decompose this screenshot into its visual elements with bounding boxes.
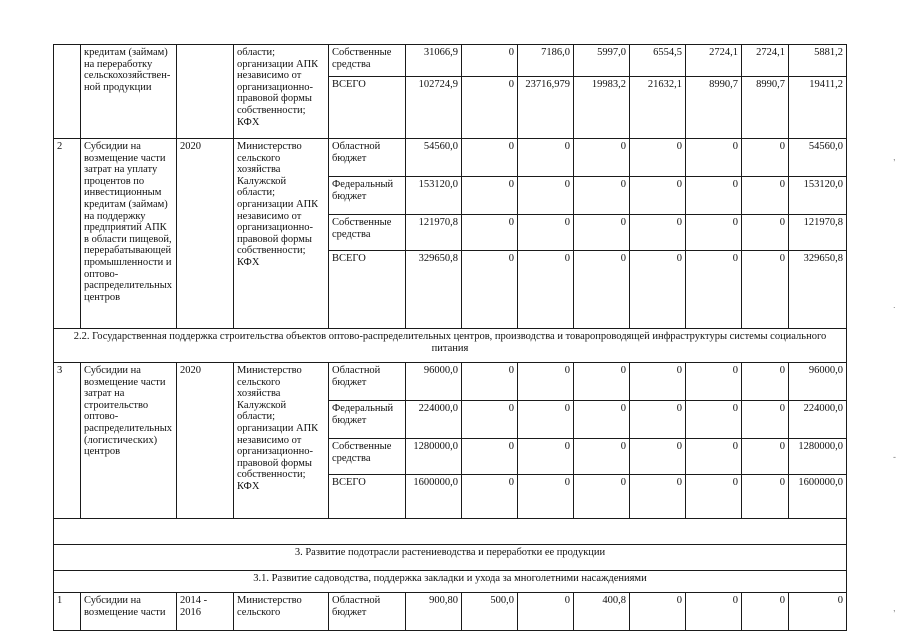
measure-name-cell: Субсидии на возмещение части затрат на строительство оптово-распределительных (логистических) центров	[81, 363, 177, 519]
amount-cell: 102724,9	[406, 77, 462, 139]
amount-cell: 0	[686, 139, 742, 177]
amount-cell: 121970,8	[789, 215, 847, 251]
amount-cell: 0	[462, 475, 518, 519]
row-number-cell: 3	[54, 363, 81, 519]
amount-cell: 0	[686, 363, 742, 401]
amount-cell: 96000,0	[789, 363, 847, 401]
amount-cell: 0	[574, 177, 630, 215]
amount-cell: 0	[462, 215, 518, 251]
amount-cell: 0	[462, 363, 518, 401]
section-heading: 3.1. Развитие садоводства, поддержка закладки и ухода за многолетними насаждениями	[54, 571, 847, 593]
section-heading: 3. Развитие подотрасли растениеводства и переработки ее продукции	[54, 545, 847, 571]
amount-cell: 5997,0	[574, 45, 630, 77]
amount-cell: 0	[518, 177, 574, 215]
amount-cell: 0	[574, 251, 630, 329]
page-edge-mark: .	[893, 300, 896, 310]
amount-cell: 0	[518, 251, 574, 329]
funding-source-cell: ВСЕГО	[329, 475, 406, 519]
amount-cell: 0	[630, 177, 686, 215]
amount-cell: 0	[574, 215, 630, 251]
blank-cell	[54, 519, 847, 545]
table-row	[54, 363, 847, 401]
amount-cell: 329650,8	[406, 251, 462, 329]
amount-cell: 2724,1	[742, 45, 789, 77]
funding-source-cell: Федеральный бюджет	[329, 401, 406, 439]
amount-cell: 2724,1	[686, 45, 742, 77]
amount-cell: 0	[574, 139, 630, 177]
executor-cell: Министерство сельского хозяйства Калужской области; организации АПК независимо от организационно-правовой формы собственности; КФХ	[234, 363, 329, 519]
amount-cell: 0	[742, 177, 789, 215]
amount-cell: 0	[574, 401, 630, 439]
amount-cell: 0	[630, 363, 686, 401]
row-number-cell: 1	[54, 593, 81, 631]
executor-cell: области; организации АПК независимо от организационно-правовой формы собственности; КФХ	[234, 45, 329, 139]
table-body	[54, 45, 847, 631]
amount-cell: 54560,0	[789, 139, 847, 177]
amount-cell: 0	[574, 475, 630, 519]
section-row	[54, 571, 847, 593]
amount-cell: 0	[574, 439, 630, 475]
amount-cell: 6554,5	[630, 45, 686, 77]
amount-cell: 0	[462, 401, 518, 439]
table-row	[54, 139, 847, 177]
measure-name-cell: кредитам (займам) на переработку сельскохозяйствен-ной продукции	[81, 45, 177, 139]
amount-cell: 0	[518, 139, 574, 177]
amount-cell: 54560,0	[406, 139, 462, 177]
amount-cell: 0	[518, 401, 574, 439]
page-edge-mark: ,	[893, 603, 896, 613]
amount-cell: 1280000,0	[789, 439, 847, 475]
amount-cell: 0	[789, 593, 847, 631]
amount-cell: 0	[686, 439, 742, 475]
amount-cell: 0	[630, 139, 686, 177]
amount-cell: 0	[462, 177, 518, 215]
amount-cell: 0	[462, 439, 518, 475]
section-row	[54, 545, 847, 571]
years-cell	[177, 45, 234, 139]
page-edge-mark: -	[893, 452, 896, 462]
amount-cell: 400,8	[574, 593, 630, 631]
measure-name-cell: Субсидии на возмещение части	[81, 593, 177, 631]
amount-cell: 23716,979	[518, 77, 574, 139]
amount-cell: 1600000,0	[406, 475, 462, 519]
amount-cell: 0	[686, 177, 742, 215]
amount-cell: 0	[630, 439, 686, 475]
amount-cell: 121970,8	[406, 215, 462, 251]
funding-source-cell: Областной бюджет	[329, 593, 406, 631]
amount-cell: 0	[462, 251, 518, 329]
table-row	[54, 593, 847, 631]
funding-source-cell: Собственные средства	[329, 45, 406, 77]
amount-cell: 1280000,0	[406, 439, 462, 475]
amount-cell: 900,80	[406, 593, 462, 631]
amount-cell: 0	[630, 593, 686, 631]
amount-cell: 7186,0	[518, 45, 574, 77]
amount-cell: 0	[686, 475, 742, 519]
amount-cell: 8990,7	[686, 77, 742, 139]
funding-source-cell: Собственные средства	[329, 439, 406, 475]
amount-cell: 0	[742, 251, 789, 329]
amount-cell: 0	[462, 139, 518, 177]
amount-cell: 0	[630, 215, 686, 251]
amount-cell: 0	[742, 139, 789, 177]
amount-cell: 0	[686, 401, 742, 439]
amount-cell: 0	[462, 45, 518, 77]
amount-cell: 0	[462, 77, 518, 139]
amount-cell: 0	[686, 593, 742, 631]
executor-cell: Министерство сельского хозяйства Калужской области; организации АПК независимо от организационно-правовой формы собственности; КФХ	[234, 139, 329, 329]
amount-cell: 500,0	[462, 593, 518, 631]
section-heading: 2.2. Государственная поддержка строительства объектов оптово-распределительных центров, производства и товаропроводящей инфраструктуры системы социального питания	[54, 329, 847, 363]
amount-cell: 0	[686, 251, 742, 329]
funding-source-cell: Собственные средства	[329, 215, 406, 251]
table-row	[54, 45, 847, 77]
row-number-cell: 2	[54, 139, 81, 329]
amount-cell: 0	[518, 475, 574, 519]
amount-cell: 0	[686, 215, 742, 251]
funding-source-cell: Федеральный бюджет	[329, 177, 406, 215]
amount-cell: 0	[630, 251, 686, 329]
executor-cell: Министерство сельского	[234, 593, 329, 631]
years-cell: 2020	[177, 363, 234, 519]
amount-cell: 21632,1	[630, 77, 686, 139]
amount-cell: 1600000,0	[789, 475, 847, 519]
section-row	[54, 329, 847, 363]
amount-cell: 0	[630, 475, 686, 519]
amount-cell: 19983,2	[574, 77, 630, 139]
funding-source-cell: Областной бюджет	[329, 363, 406, 401]
amount-cell: 0	[518, 363, 574, 401]
blank-row	[54, 519, 847, 545]
funding-source-cell: ВСЕГО	[329, 77, 406, 139]
amount-cell: 0	[742, 475, 789, 519]
amount-cell: 329650,8	[789, 251, 847, 329]
amount-cell: 0	[742, 363, 789, 401]
funding-source-cell: ВСЕГО	[329, 251, 406, 329]
page-edge-mark: ,	[893, 152, 896, 162]
amount-cell: 0	[574, 363, 630, 401]
amount-cell: 0	[742, 401, 789, 439]
amount-cell: 0	[630, 401, 686, 439]
amount-cell: 153120,0	[789, 177, 847, 215]
amount-cell: 224000,0	[406, 401, 462, 439]
funding-source-cell: Областной бюджет	[329, 139, 406, 177]
amount-cell: 0	[518, 439, 574, 475]
amount-cell: 0	[518, 215, 574, 251]
amount-cell: 0	[742, 439, 789, 475]
amount-cell: 8990,7	[742, 77, 789, 139]
program-table	[53, 44, 847, 631]
amount-cell: 31066,9	[406, 45, 462, 77]
amount-cell: 224000,0	[789, 401, 847, 439]
years-cell: 2014 - 2016	[177, 593, 234, 631]
amount-cell: 5881,2	[789, 45, 847, 77]
amount-cell: 153120,0	[406, 177, 462, 215]
years-cell: 2020	[177, 139, 234, 329]
amount-cell: 0	[518, 593, 574, 631]
amount-cell: 96000,0	[406, 363, 462, 401]
amount-cell: 0	[742, 215, 789, 251]
measure-name-cell: Субсидии на возмещение части затрат на уплату процентов по инвестиционным кредитам (займам) на поддержку предприятий АПК в области пищевой, перерабатывающей промышленности и оптово-распределительных центров	[81, 139, 177, 329]
amount-cell: 19411,2	[789, 77, 847, 139]
row-number-cell	[54, 45, 81, 139]
amount-cell: 0	[742, 593, 789, 631]
